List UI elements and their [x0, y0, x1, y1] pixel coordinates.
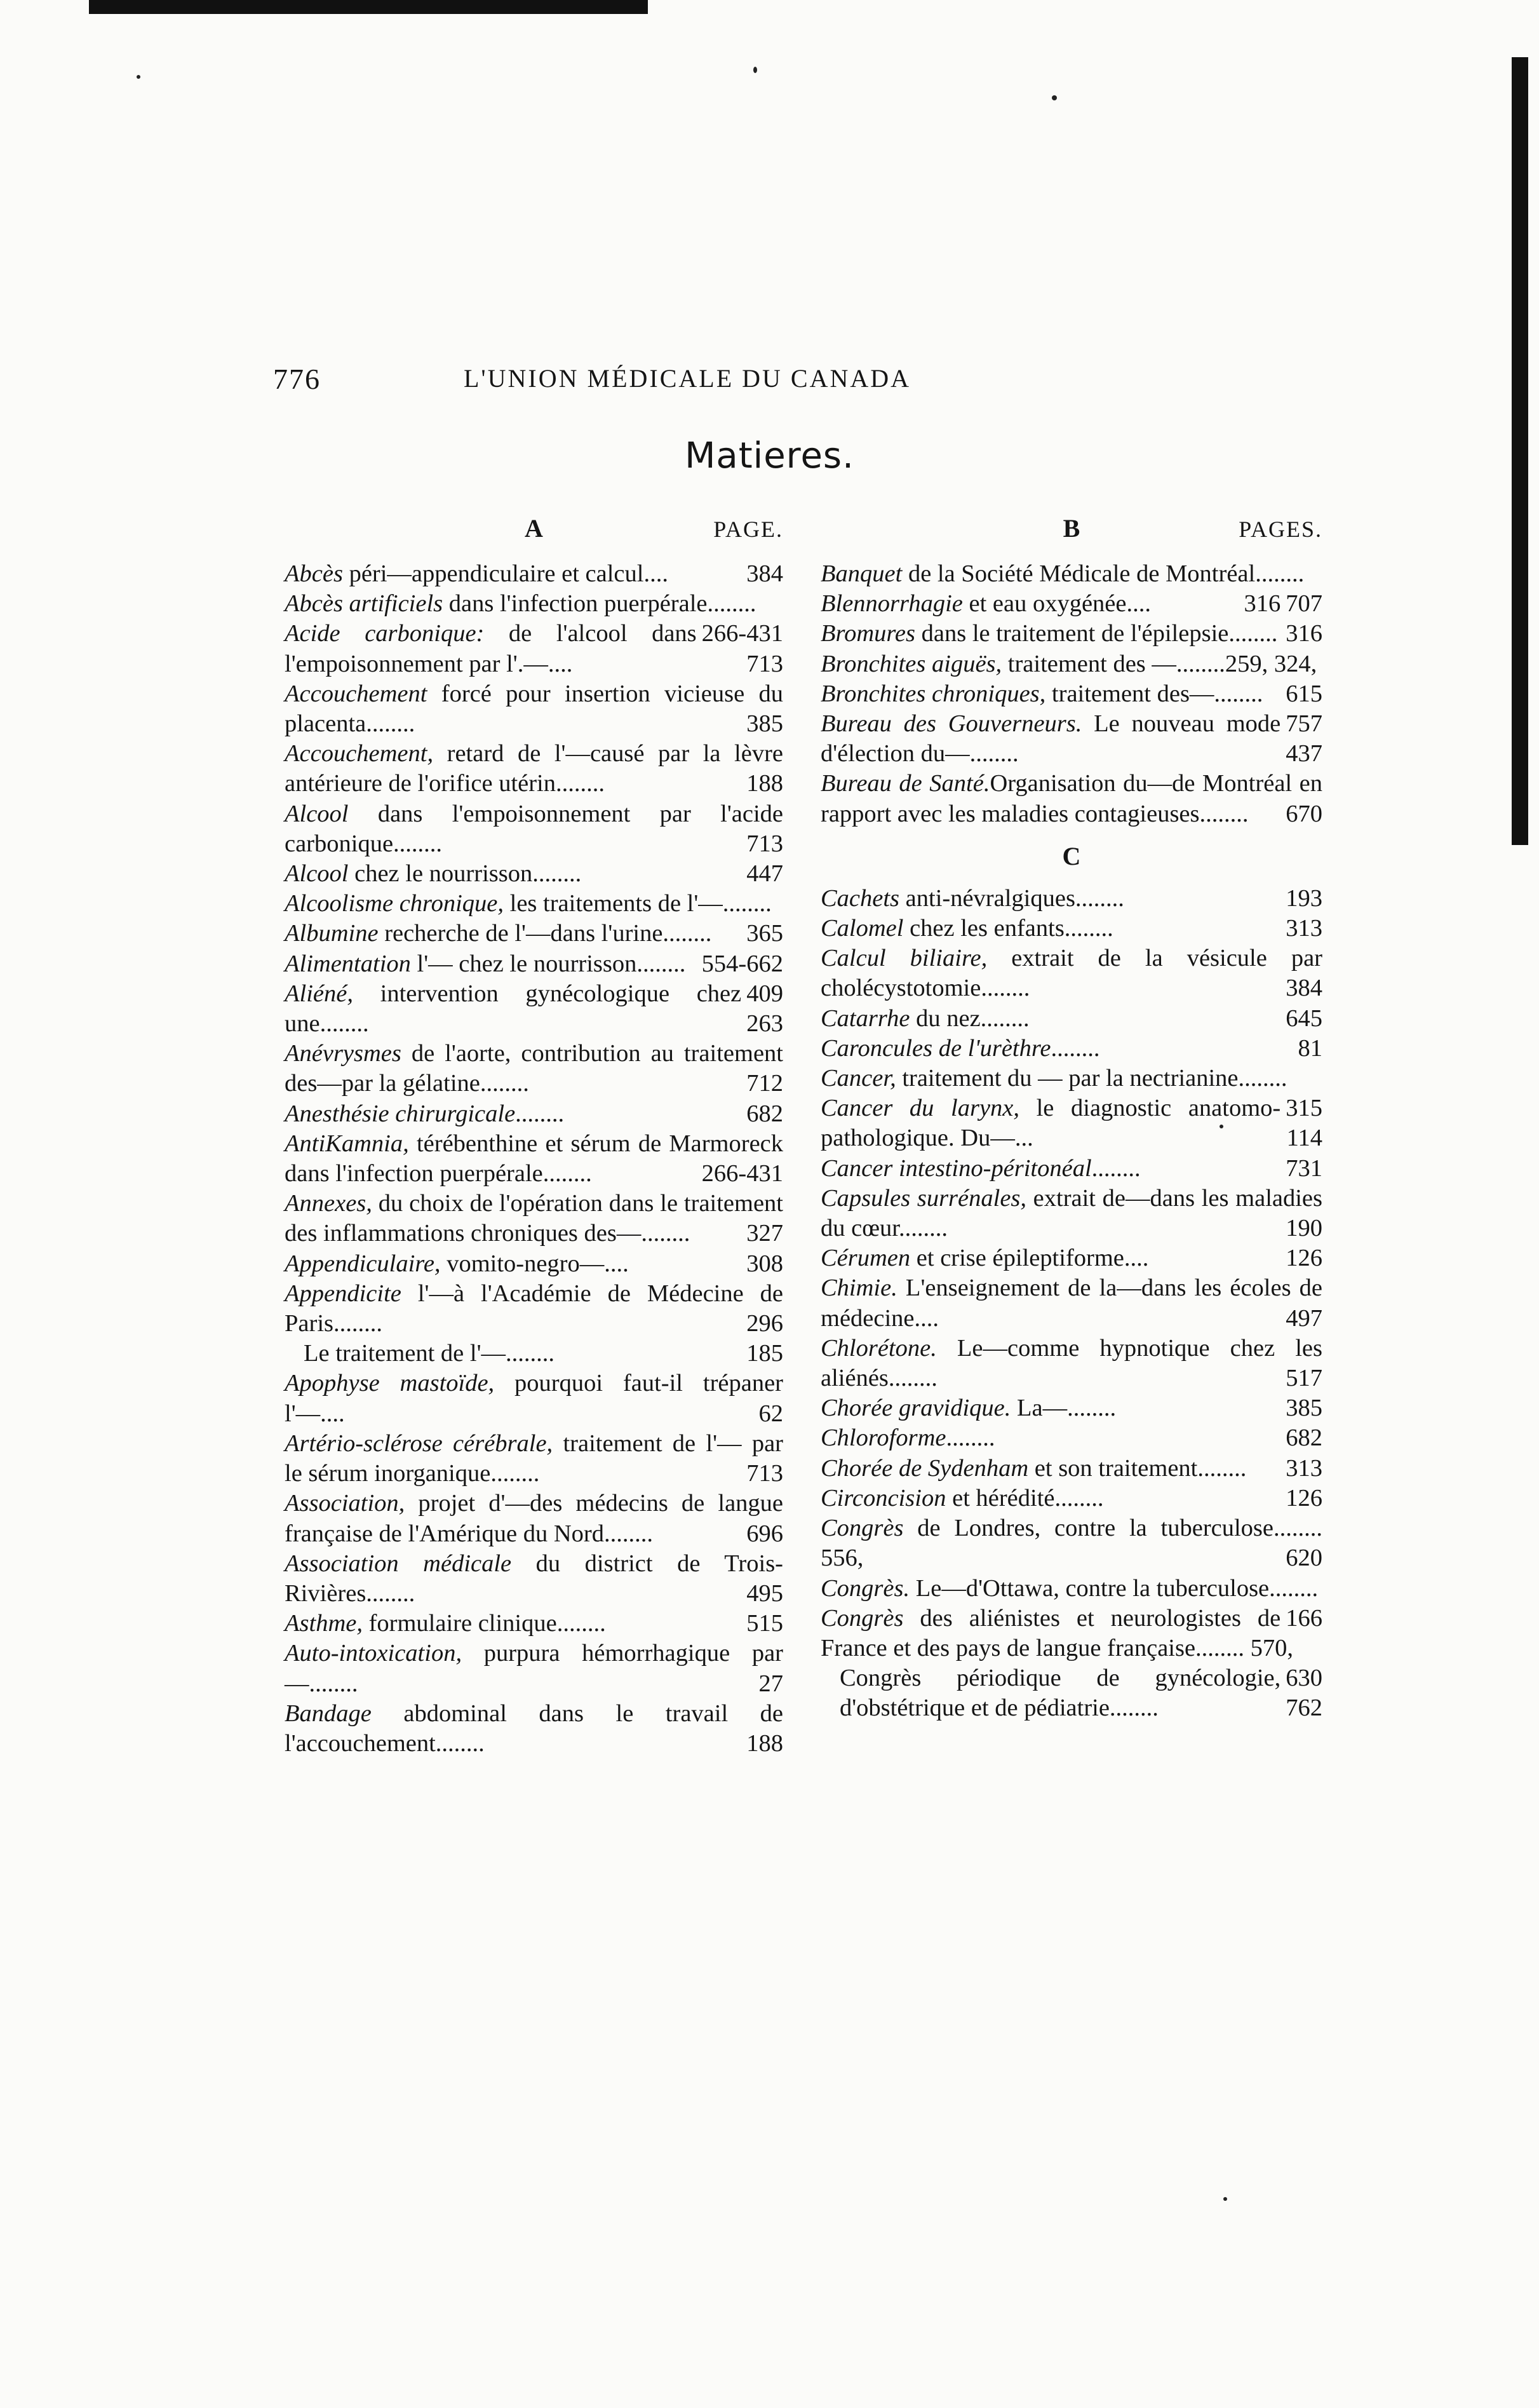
entry-text: Le—d'Ottawa, contre la tuberculose........	[910, 1574, 1319, 1602]
entry-pages: 554-662	[701, 950, 783, 977]
entry-text: ........	[515, 1100, 565, 1127]
entry-term: Artério-sclérose cérébrale,	[285, 1430, 553, 1457]
entry-pages: 645	[1286, 1004, 1322, 1032]
entry-text: abdominal dans le travail de l'accouchement........	[285, 1700, 783, 1757]
index-entry	[821, 1423, 1322, 1453]
entry-pages: 266-431	[701, 1160, 783, 1187]
index-entry	[285, 1489, 783, 1548]
index-entry	[821, 884, 1322, 914]
page-number: 776	[273, 363, 321, 395]
entry-term: Accouchement	[285, 680, 427, 707]
entry-term: Congrès	[821, 1604, 904, 1632]
entry-text: térébenthine et sérum de Marmoreck dans l'infection puerpérale........	[285, 1130, 783, 1187]
entry-text: vomito-negro—....	[440, 1250, 629, 1277]
entry-list	[821, 559, 1322, 829]
entry-text: Le nouveau mode d'élection du—........	[821, 710, 1281, 768]
entry-term: Bronchites chroniques,	[821, 680, 1046, 707]
entry-term: Congrès.	[821, 1574, 910, 1602]
entry-text: anti-névralgiques........	[899, 884, 1124, 912]
entry-pages: 126	[1286, 1245, 1322, 1272]
entry-text: extrait de—dans les maladies du cœur........	[821, 1184, 1322, 1242]
entry-term: Chorée de Sydenham	[821, 1454, 1029, 1482]
index-entry	[821, 1243, 1322, 1273]
entry-text: des aliénistes et neurologistes de France et des pays de langue française........ 570,	[821, 1604, 1294, 1661]
entry-term: Alcoolisme chronique,	[285, 890, 504, 917]
index-entry	[821, 1484, 1322, 1513]
index-entry	[821, 1034, 1322, 1064]
index-entry	[821, 1513, 1322, 1573]
index-entry	[285, 1639, 783, 1698]
entry-pages: 517	[1286, 1365, 1322, 1392]
entry-text: traitement des—........	[1045, 680, 1263, 707]
entry-term: Anévrysmes	[285, 1040, 401, 1067]
entry-term: Chorée gravidique.	[821, 1395, 1011, 1422]
index-entry	[285, 1039, 783, 1099]
entry-text: de la Société Médicale de Montréal........	[902, 560, 1305, 587]
entry-term: Alimentation	[285, 950, 411, 977]
entry-pages: 670	[1286, 800, 1322, 827]
index-entry	[821, 1273, 1322, 1333]
entry-term: Bureau des Gouverneurs.	[821, 710, 1082, 738]
entry-pages: 384	[1286, 975, 1322, 1002]
section-letter: C	[1062, 841, 1081, 870]
index-entry	[821, 1574, 1322, 1632]
entry-pages: 188	[746, 770, 783, 797]
entry-term: Accouchement,	[285, 740, 434, 768]
entry-text: recherche de l'—dans l'urine........	[378, 920, 712, 947]
entry-text: du district de Trois-Rivières........	[285, 1550, 783, 1607]
entry-text: péri—appendiculaire et calcul....	[342, 560, 668, 587]
entry-text: dans l'empoisonnement par l'acide carbonique........	[285, 800, 783, 857]
entry-term: Albumine	[285, 920, 379, 947]
entry-term: Alcool	[285, 800, 349, 827]
entry-text: le diagnostic anatomo-pathologique. Du—...	[821, 1095, 1281, 1152]
entry-text: traitement de l'— par le sérum inorganique........	[285, 1430, 783, 1487]
entry-pages: 713	[746, 830, 783, 857]
entry-text: forcé pour insertion vicieuse du placenta........	[285, 680, 783, 738]
entry-pages: 185	[746, 1340, 783, 1367]
entry-term: Alcool	[285, 860, 349, 888]
entry-term: Association médicale	[285, 1550, 512, 1577]
entry-term: AntiKamnia,	[285, 1130, 409, 1157]
entry-term: Abcès artificiels	[285, 590, 443, 618]
index-entry	[285, 739, 783, 799]
entry-text: retard de l'—causé par la lèvre antérieure de l'orifice utérin........	[285, 740, 783, 797]
entry-pages: 365	[746, 920, 783, 947]
index-entry	[285, 1189, 783, 1248]
entry-pages: 27	[758, 1670, 783, 1697]
entry-pages: 447	[746, 860, 783, 888]
entry-pages: 384	[746, 560, 783, 587]
index-entry	[285, 619, 783, 679]
entry-pages: 696	[746, 1520, 783, 1547]
entry-text: de l'aorte, contribution au traitement des—par la gélatine........	[285, 1040, 783, 1097]
index-entry	[821, 769, 1322, 829]
index-entry	[285, 1099, 783, 1129]
entry-pages: 615	[1286, 680, 1322, 707]
scan-speck	[137, 75, 140, 79]
entry-text: et son traitement........	[1028, 1454, 1247, 1482]
entry-pages: 757	[1286, 710, 1322, 738]
entry-pages: 497	[1286, 1304, 1322, 1332]
scan-speck	[1223, 2197, 1227, 2201]
entry-term: Cancer,	[821, 1065, 896, 1092]
entry-pages: 731	[1286, 1154, 1322, 1182]
index-entry	[285, 1339, 783, 1369]
entry-pages: 126	[1286, 1484, 1322, 1512]
index-entry	[285, 859, 783, 889]
entry-term: Calcul biliaire,	[821, 945, 988, 972]
index-entry	[821, 1454, 1322, 1484]
entry-term: Catarrhe	[821, 1004, 910, 1032]
entry-pages: 712	[746, 1070, 783, 1097]
entry-pages: 713	[746, 1460, 783, 1487]
entry-text: La—........	[1011, 1395, 1117, 1422]
entry-pages: 682	[1286, 1424, 1322, 1452]
entry-text: Le traitement de l'—........	[304, 1340, 555, 1367]
page-column-label: PAGES.	[1239, 517, 1322, 542]
entry-text: Le—comme hypnotique chez les aliénés........	[821, 1334, 1322, 1392]
index-entry	[821, 1663, 1322, 1723]
index-entry	[821, 1184, 1322, 1243]
entry-term: Annexes,	[285, 1190, 372, 1217]
index-entry	[285, 1609, 783, 1639]
entry-pages: 437	[1286, 740, 1322, 768]
index-entry	[821, 1393, 1322, 1423]
entry-term: Congrès	[821, 1515, 904, 1542]
entry-text: du choix de l'opération dans le traitement des inflammations chroniques des—........	[285, 1190, 783, 1247]
entry-term: Cancer du larynx,	[821, 1095, 1020, 1122]
entry-text: purpura hémorrhagique par—........	[285, 1640, 783, 1697]
column-letter: A	[525, 514, 543, 543]
entry-pages: 620	[1286, 1545, 1322, 1572]
entry-text: de Londres, contre la tuberculose........ 556,	[821, 1515, 1322, 1572]
entry-text: l'—à l'Académie de Médecine de Paris........	[285, 1280, 783, 1337]
entry-text: chez le nourrisson........	[348, 860, 582, 888]
index-entry	[821, 1604, 1322, 1692]
entry-text: projet d'—des médecins de langue française de l'Amérique du Nord........	[285, 1490, 783, 1547]
index-entry	[821, 1093, 1322, 1153]
running-head	[273, 362, 1061, 407]
entry-term: Association,	[285, 1490, 405, 1517]
journal-title: L'UNION MÉDICALE DU CANADA	[464, 364, 911, 393]
entry-term: Chlorétone.	[821, 1334, 937, 1362]
entry-pages: 385	[746, 710, 783, 738]
entry-term: Appendicite	[285, 1280, 401, 1307]
entry-text: et crise épileptiforme....	[910, 1245, 1149, 1272]
entry-pages: 630	[1286, 1665, 1322, 1692]
entry-term: Abcès	[285, 560, 343, 587]
entry-pages: 313	[1286, 1454, 1322, 1482]
index-entry	[821, 1334, 1322, 1393]
entry-pages: 682	[746, 1100, 783, 1127]
entry-pages: 81	[1298, 1034, 1322, 1062]
entry-pages: 263	[746, 1010, 783, 1038]
entry-pages: 713	[746, 650, 783, 677]
column-header	[821, 513, 1322, 548]
entry-text: extrait de la vésicule par cholécystotomie........	[821, 945, 1322, 1002]
index-entry	[285, 1429, 783, 1489]
entry-term: Cachets	[821, 884, 900, 912]
entry-term: Aliéné,	[285, 980, 353, 1007]
index-entry	[285, 1369, 783, 1428]
index-entry	[285, 1699, 783, 1759]
entry-term: Chloroforme	[821, 1424, 946, 1452]
entry-text: formulaire clinique........	[362, 1610, 606, 1637]
entry-text: du nez........	[910, 1004, 1030, 1032]
entry-pages: 316	[1244, 590, 1281, 618]
index-column-a	[285, 513, 783, 1759]
entry-list	[821, 884, 1322, 1724]
index-entry	[285, 1129, 783, 1189]
column-letter: B	[1063, 514, 1080, 543]
index-entry	[285, 1279, 783, 1339]
entry-text: pourquoi faut-il trépaner l'—....	[285, 1370, 783, 1427]
entry-pages: 266-431	[701, 620, 783, 647]
entry-text: Organisation du—de Montréal en rapport avec les maladies contagieuses........	[821, 770, 1322, 827]
entry-pages: 193	[1286, 884, 1322, 912]
index-entry	[285, 1549, 783, 1609]
entry-text: traitement des —........259, 324,	[1002, 650, 1317, 677]
entry-term: Capsules surrénales,	[821, 1184, 1027, 1212]
index-entry	[821, 1004, 1322, 1034]
entry-term: Auto-intoxication,	[285, 1640, 462, 1667]
entry-pages: 308	[746, 1250, 783, 1277]
entry-text: ........	[1051, 1034, 1100, 1062]
entry-term: Blennorrhagie	[821, 590, 963, 618]
entry-pages: 327	[746, 1220, 783, 1247]
entry-term: Bronchites aiguës,	[821, 650, 1002, 677]
entry-term: Bromures	[821, 620, 915, 647]
entry-text: et eau oxygénée....	[962, 590, 1151, 618]
index-entry	[285, 979, 783, 1039]
entry-pages: 707	[1286, 590, 1322, 618]
entry-list	[285, 559, 783, 1759]
index-entry	[285, 679, 783, 739]
entry-text: dans le traitement de l'épilepsie........	[915, 620, 1278, 647]
entry-pages: 188	[746, 1729, 783, 1757]
entry-term: Circoncision	[821, 1484, 946, 1512]
entry-term: Calomel	[821, 915, 904, 942]
entry-text: ........	[1091, 1154, 1141, 1182]
index-column-b	[821, 513, 1322, 1724]
entry-text: l'— chez le nourrisson........	[410, 950, 686, 977]
scan-speck	[1052, 95, 1057, 100]
entry-pages: 385	[1286, 1395, 1322, 1422]
index-entry	[821, 589, 1322, 619]
entry-pages: 495	[746, 1579, 783, 1607]
index-entry	[821, 709, 1322, 769]
entry-term: Acide carbonique:	[285, 620, 485, 647]
entry-term: Cancer intestino-péritonéal	[821, 1154, 1092, 1182]
entry-pages: 166	[1286, 1604, 1322, 1632]
entry-text: les traitements de l'—........	[504, 890, 772, 917]
entry-pages: 114	[1286, 1125, 1322, 1152]
entry-term: Appendiculaire,	[285, 1250, 441, 1277]
entry-text: traitement du — par la nectrianine........	[896, 1065, 1287, 1092]
entry-term: Anesthésie chirurgicale	[285, 1100, 516, 1127]
entry-pages: 62	[758, 1400, 783, 1427]
entry-term: Bureau de Santé.	[821, 770, 990, 797]
index-entry	[285, 559, 783, 589]
entry-pages: 762	[1286, 1694, 1322, 1722]
entry-pages: 515	[746, 1610, 783, 1637]
index-entry	[821, 619, 1322, 649]
entry-pages: 315	[1286, 1095, 1322, 1122]
entry-text: intervention gynécologique chez une........	[285, 980, 742, 1038]
entry-term: Banquet	[821, 560, 903, 587]
entry-pages: 409	[746, 980, 783, 1007]
index-entry	[821, 1154, 1322, 1184]
entry-text: dans l'infection puerpérale........	[443, 590, 756, 618]
entry-text: Congrès périodique de gynécologie, d'obstétrique et de pédiatrie........	[840, 1665, 1281, 1722]
entry-pages: 316	[1286, 620, 1322, 647]
entry-term: Caroncules de l'urèthre	[821, 1034, 1051, 1062]
entry-pages: 296	[746, 1310, 783, 1337]
index-entry	[821, 944, 1322, 1003]
entry-text: ........	[946, 1424, 995, 1452]
index-entry	[285, 1249, 783, 1279]
entry-term: Asthme,	[285, 1610, 363, 1637]
page-column-label: PAGE.	[713, 517, 783, 542]
entry-text: de l'alcool dans l'empoisonnement par l'.—....	[285, 620, 697, 677]
entry-text: chez les enfants........	[903, 915, 1113, 942]
entry-pages: 313	[1286, 915, 1322, 942]
index-entry	[821, 914, 1322, 944]
entry-text: et hérédité........	[946, 1484, 1104, 1512]
entry-text: L'enseignement de la—dans les écoles de médecine....	[821, 1275, 1322, 1332]
column-header	[285, 513, 783, 548]
section-title: Matieres.	[685, 435, 854, 477]
entry-term: Chimie.	[821, 1275, 897, 1302]
entry-term: Bandage	[285, 1700, 372, 1727]
entry-term: Apophyse mastoïde,	[285, 1370, 495, 1397]
entry-term: Cérumen	[821, 1245, 911, 1272]
index-entry	[285, 799, 783, 859]
scan-speck	[753, 67, 757, 73]
entry-pages: 190	[1286, 1215, 1322, 1242]
scan-edge-top	[89, 0, 648, 14]
